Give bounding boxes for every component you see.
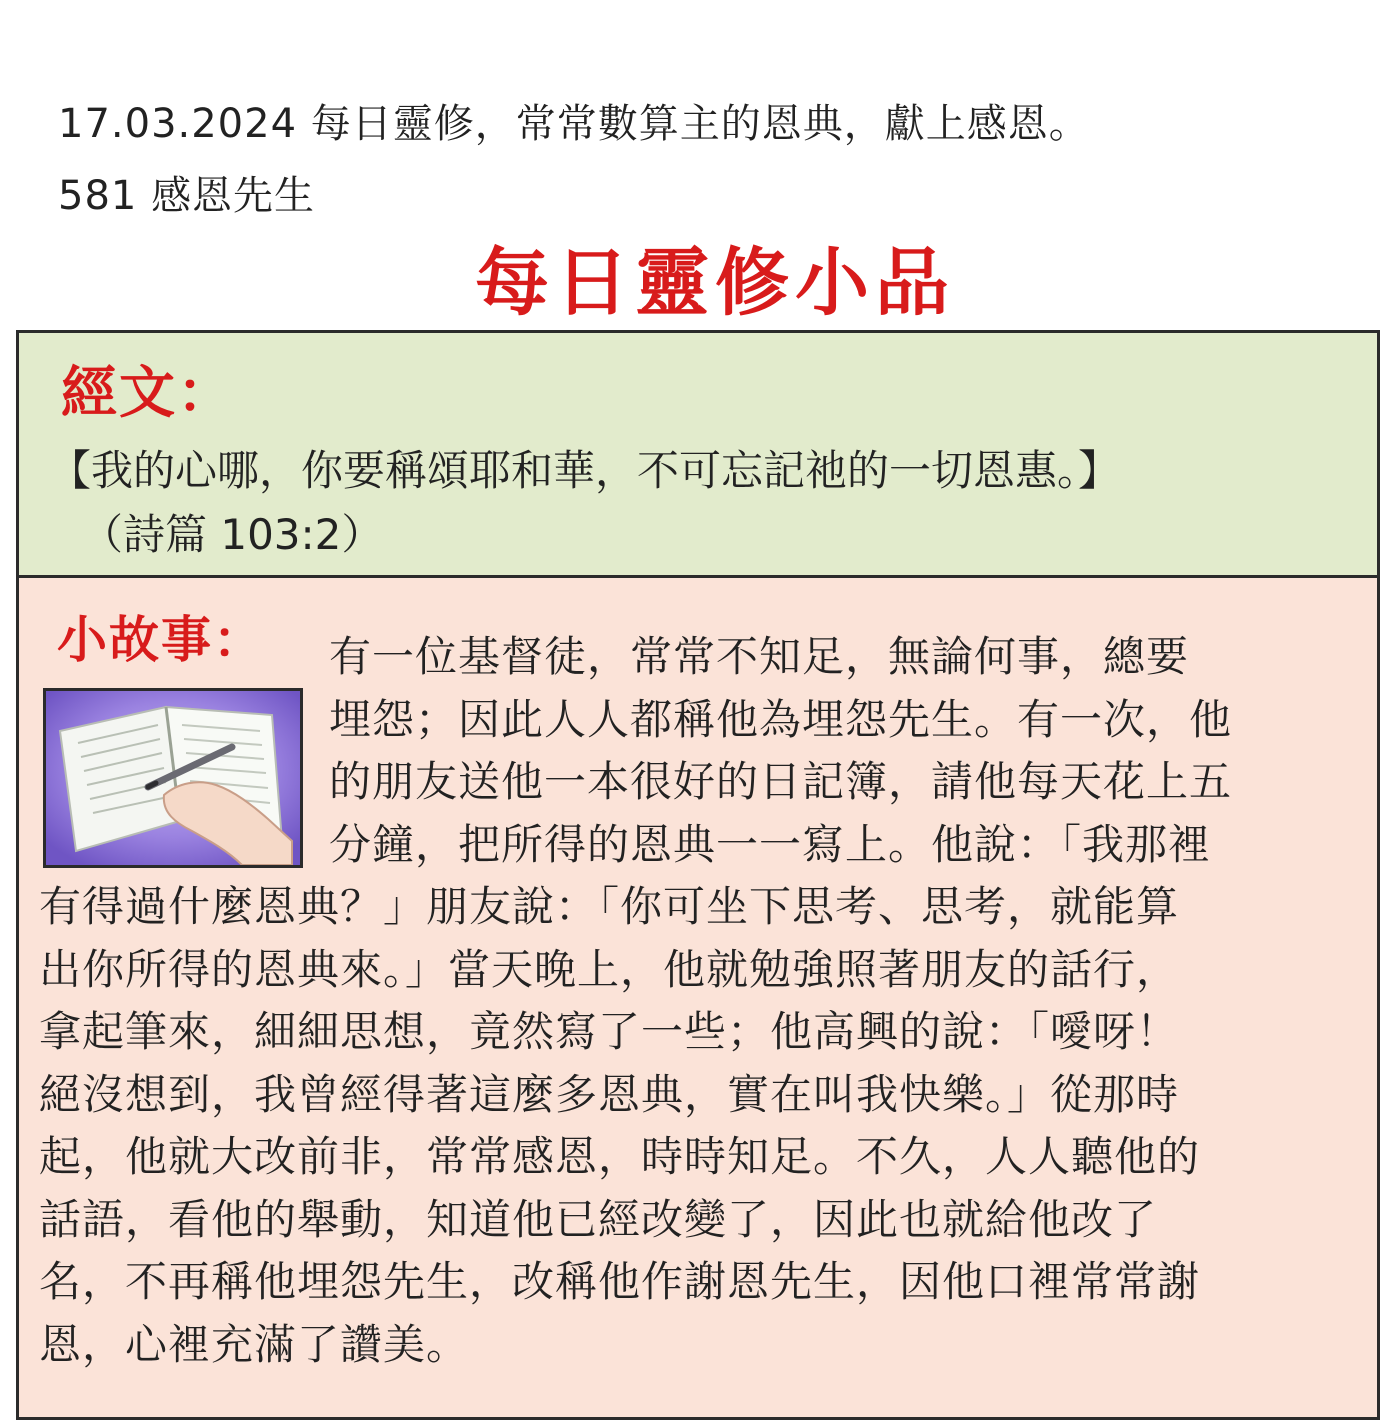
story-line: 有得過什麼恩典？」朋友說：「你可坐下思考、思考，就能算 <box>39 882 1180 931</box>
story-line: 絕沒想到，我曾經得著這麼多恩典，實在叫我快樂。」從那時 <box>39 1069 1180 1119</box>
scripture-panel <box>19 333 1377 578</box>
story-line: 分鐘，把所得的恩典一一寫上。他說：「我那裡 <box>329 819 1212 869</box>
story-line: 恩，心裡充滿了讚美。 <box>39 1319 470 1369</box>
devotion-number-line: 581 感恩先生 <box>58 173 316 219</box>
story-line: 起，他就大改前非，常常感恩，時時知足。不久，人人聽他的 <box>39 1132 1201 1181</box>
story-heading: 小故事： <box>57 611 265 669</box>
story-line: 的朋友送他一本很好的日記簿，請他每天花上五 <box>329 757 1233 806</box>
story-line: 話語，看他的舉動，知道他已經改變了，因此也就給他改了 <box>39 1194 1158 1244</box>
story-line: 拿起筆來，細細思想，竟然寫了一些；他高興的說：「噯呀！ <box>39 1007 1180 1056</box>
story-panel <box>19 578 1377 1420</box>
story-line: 埋怨；因此人人都稱他為埋怨先生。有一次，他 <box>329 694 1233 744</box>
story-line: 有一位基督徒，常常不知足，無論何事，總要 <box>329 632 1190 681</box>
date-line: 17.03.2024 每日靈修，常常數算主的恩典，獻上感恩。 <box>58 101 1090 147</box>
devotion-card <box>16 330 1380 1420</box>
story-text <box>39 626 1359 1416</box>
page-title: 每日靈修小品 <box>475 240 955 326</box>
story-line: 出你所得的恩典來。」當天晚上，他就勉強照著朋友的話行， <box>39 944 1180 994</box>
scripture-heading: 經文： <box>61 361 235 426</box>
scripture-verse: 【我的心哪，你要稱頌耶和華，不可忘記祂的一切恩惠。】 <box>49 446 1121 495</box>
story-line: 名，不再稱他埋怨先生，改稱他作謝恩先生，因他口裡常常謝 <box>39 1257 1201 1306</box>
scripture-reference: （詩篇 103:2） <box>81 510 384 559</box>
